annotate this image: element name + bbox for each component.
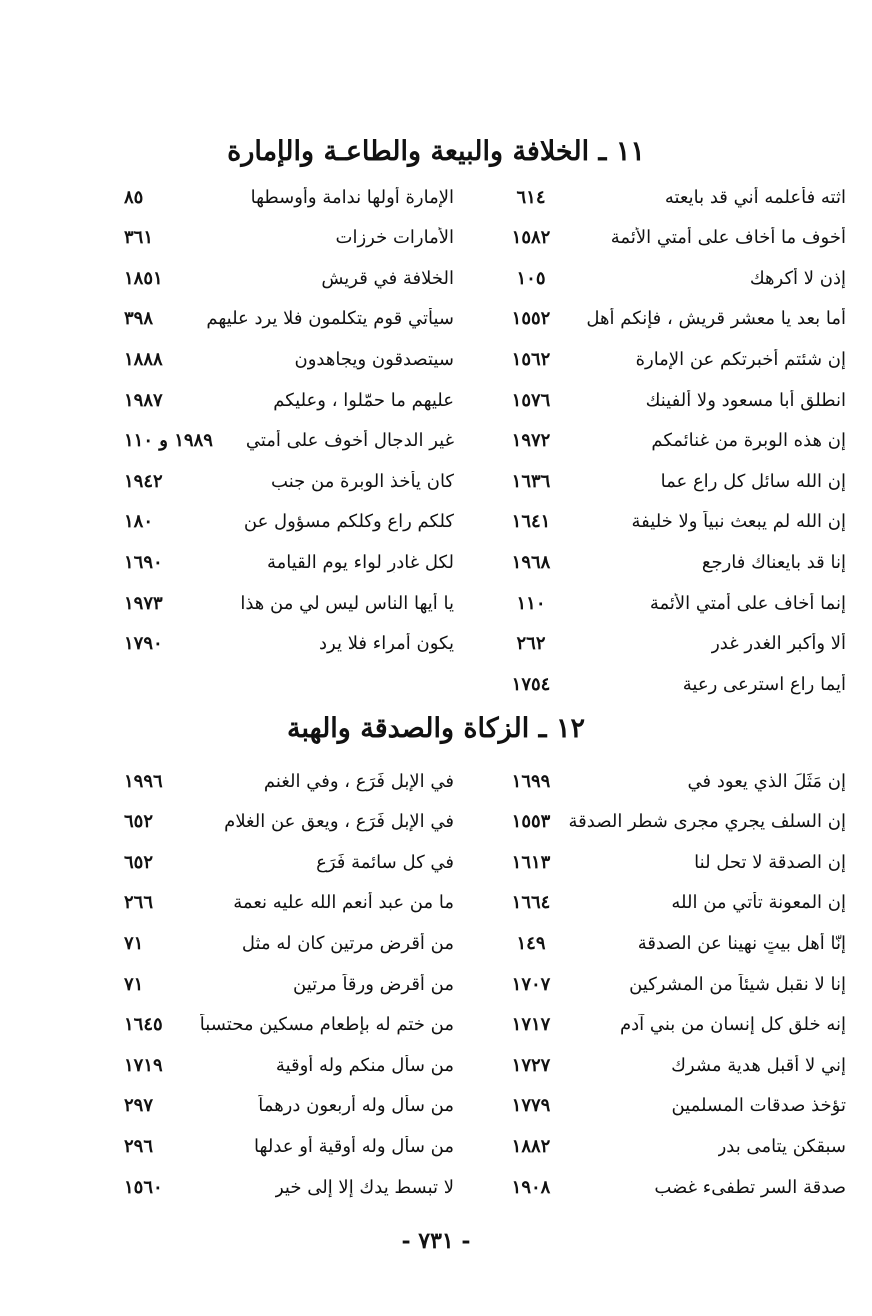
entry-text: الإمارة أولها ندامة وأوسطها (250, 186, 454, 208)
entry-number: ١٤٩ (516, 932, 546, 954)
entry-number: ١٥٧٦ (511, 389, 551, 411)
entry-text: أما بعد يا معشر قريش ، فإنكم أهل (586, 308, 846, 330)
index-entry (501, 1170, 846, 1204)
entry-number: ٨٥ (124, 186, 144, 208)
index-entry (124, 1048, 454, 1082)
entry-number: ١٧٢٧ (511, 1054, 551, 1076)
index-entry (124, 424, 454, 458)
entry-text: من سأل منكم وله أوقية (275, 1054, 454, 1076)
index-entry (501, 505, 846, 539)
index-entry (501, 845, 846, 879)
entry-number: ٣٦١ (124, 227, 154, 249)
entry-text: إنه خلق كل إنسان من بني آدم (619, 1014, 846, 1036)
index-entry (124, 886, 454, 920)
index-entry (501, 383, 846, 417)
index-entry (501, 586, 846, 620)
entry-text: الأمارات خرزات (335, 227, 454, 249)
index-entry (501, 464, 846, 498)
entry-text: اثته فأعلمه أني قد بايعته (664, 186, 846, 208)
entry-number: ٣٩٨ (124, 308, 154, 330)
index-entry (501, 805, 846, 839)
entry-text: انطلق أبا مسعود ولا ألفينك (645, 389, 846, 411)
index-entry (501, 1129, 846, 1163)
entry-number: ٦١٤ (516, 186, 546, 208)
entry-text: لا تبسط يدك إلا إلى خير (275, 1176, 454, 1198)
index-entry (124, 1089, 454, 1123)
entry-number: ١٥٥٣ (511, 811, 551, 833)
entry-text: في الإبل فَرَع ، ويعق عن الغلام (224, 811, 454, 833)
entry-text: أخوف ما أخاف على أمتي الأئمة (610, 227, 846, 249)
index-entry (501, 967, 846, 1001)
entry-number: ١٦٩٩ (511, 770, 551, 792)
entry-text: سيأتي قوم يتكلمون فلا يرد عليهم (206, 308, 454, 330)
index-entry (124, 221, 454, 255)
index-entry (501, 180, 846, 214)
index-entry (124, 261, 454, 295)
entry-number: ١٩٤٢ (124, 470, 163, 492)
entry-text: يا أيها الناس ليس لي من هذا (240, 592, 454, 614)
entry-text: صدقة السر تطفىء غضب (654, 1176, 846, 1198)
entry-text: في كل سائمة فَرَع (316, 851, 454, 873)
entry-number: ١٦٤١ (511, 511, 551, 533)
index-entry (501, 764, 846, 798)
entry-number: ١٩٨٩ و ١١٠ (124, 430, 213, 452)
entry-text: كلكم راعٍ وكلكم مسؤول عن (243, 511, 454, 533)
entry-text: إن الله لم يبعث نبياً ولا خليفة (631, 511, 846, 533)
entry-number: ١٨٨٨ (124, 348, 163, 370)
entry-text: من سأل وله أربعون درهماً (258, 1095, 454, 1117)
entry-number: ١٩٧٣ (124, 592, 163, 614)
entry-text: إنا لا نقبل شيئاً من المشركين (629, 973, 846, 995)
index-entry (124, 180, 454, 214)
index-entry (501, 1048, 846, 1082)
entry-number: ١٨٥١ (124, 267, 163, 289)
entry-text: ألا وأكبر الغدر غدر (711, 633, 846, 655)
index-entry (124, 845, 454, 879)
entry-number: ١٥٨٢ (511, 227, 551, 249)
index-entry (124, 464, 454, 498)
index-entry (501, 545, 846, 579)
index-entry (124, 302, 454, 336)
entry-text: في الإبل فَرَع ، وفي الغنم (263, 770, 454, 792)
index-entry (501, 424, 846, 458)
entry-number: ٦٥٢ (124, 811, 154, 833)
entry-number: ١١٠ (516, 592, 546, 614)
entry-number: ١٧٠٧ (511, 973, 551, 995)
entry-text: تؤخذ صدقات المسلمين (671, 1095, 846, 1117)
entry-number: ١٧٥٤ (511, 673, 551, 695)
index-entry (501, 1008, 846, 1042)
entry-number: ٧١ (124, 932, 144, 954)
entry-number: ١٠٥ (516, 267, 546, 289)
entry-number: ١٧١٩ (124, 1054, 163, 1076)
entry-number: ١٧٧٩ (511, 1095, 551, 1117)
entry-number: ١٥٥٢ (511, 308, 551, 330)
entry-number: ١٦٣٦ (511, 470, 551, 492)
entry-number: ١٦٦٤ (511, 892, 551, 914)
entry-text: إن الله سائل كل راع عما (660, 470, 846, 492)
entry-number: ١٥٦٢ (511, 348, 551, 370)
entry-number: ١٩٦٨ (511, 551, 551, 573)
entry-text: إني لا أقبل هدية مشرك (671, 1054, 846, 1076)
entry-text: غير الدجال أخوف على أمتي (245, 430, 454, 452)
index-entry (124, 545, 454, 579)
entry-text: من أقرض ورقاً مرتين (293, 973, 454, 995)
entry-number: ١٧١٧ (511, 1014, 551, 1036)
entry-number: ١٩٩٦ (124, 770, 163, 792)
index-entry (501, 627, 846, 661)
entry-text: من أقرض مرتين كان له مثل (241, 932, 454, 954)
entry-number: ٢٩٧ (124, 1095, 154, 1117)
index-entry (501, 1089, 846, 1123)
page-number: - ٧٣١ - (401, 1228, 471, 1254)
entry-number: ١٧٩٠ (124, 633, 163, 655)
index-entry (501, 261, 846, 295)
entry-text: إنا قد بايعناك فارجع (701, 551, 846, 573)
index-entry (501, 302, 846, 336)
index-entry (124, 342, 454, 376)
entry-number: ١٩٧٢ (511, 430, 551, 452)
entry-number: ١٥٦٠ (124, 1176, 163, 1198)
entry-text: أيما راعٍ استرعى رعية (682, 673, 846, 695)
entry-number: ١٨٨٢ (511, 1135, 551, 1157)
entry-number: ٧١ (124, 973, 144, 995)
entry-text: إنّا أهل بيتٍ نهينا عن الصدقة (637, 932, 846, 954)
index-entry (501, 221, 846, 255)
index-entry (124, 586, 454, 620)
entry-text: سيتصدقون ويجاهدون (294, 348, 454, 370)
entry-number: ٦٥٢ (124, 851, 154, 873)
entry-text: سبقكن يتامى بدر (717, 1135, 846, 1157)
index-entry (501, 342, 846, 376)
index-entry (124, 764, 454, 798)
entry-text: إذن لا أكرهك (749, 267, 846, 289)
entry-number: ١٩٠٨ (511, 1176, 551, 1198)
index-entry (124, 926, 454, 960)
index-entry (124, 383, 454, 417)
index-entry (501, 926, 846, 960)
index-entry (124, 1129, 454, 1163)
entry-text: عليهم ما حمّلوا ، وعليكم (273, 389, 454, 411)
entry-number: ١٨٠ (124, 511, 154, 533)
entry-text: إن شئتم أخبرتكم عن الإمارة (635, 348, 846, 370)
section-12-title: ١٢ ـ الزكاة والصدقة والهبة (287, 713, 585, 744)
entry-text: من ختم له بإطعام مسكين محتسباً (199, 1014, 454, 1036)
entry-number: ١٦١٣ (511, 851, 551, 873)
entry-number: ٢٦٦ (124, 892, 154, 914)
index-entry (124, 805, 454, 839)
entry-number: ١٦٤٥ (124, 1014, 163, 1036)
index-entry (124, 505, 454, 539)
index-entry (124, 627, 454, 661)
entry-number: ٢٦٢ (516, 633, 546, 655)
section-11-title: ١١ ـ الخلافة والبيعة والطاعـة والإمارة (227, 136, 645, 167)
index-entry (124, 1170, 454, 1204)
entry-text: إن الصدقة لا تحل لنا (694, 851, 846, 873)
index-entry (501, 886, 846, 920)
entry-text: لكل غادرٍ لواء يوم القيامة (266, 551, 454, 573)
entry-text: إن السلف يجري مجرى شطر الصدقة (568, 811, 846, 833)
entry-number: ٢٩٦ (124, 1135, 154, 1157)
entry-number: ١٩٨٧ (124, 389, 163, 411)
entry-text: كان يأخذ الوبرة من جنب (271, 470, 454, 492)
entry-text: من سأل وله أوقية أو عدلها (254, 1135, 454, 1157)
entry-text: يكون أمراء فلا يرد (319, 633, 454, 655)
index-entry (501, 667, 846, 701)
entry-text: إن المعونة تأتي من الله (671, 892, 846, 914)
entry-text: الخلافة في قريش (321, 267, 454, 289)
entry-text: إن مَثَلَ الذي يعود في (687, 770, 846, 792)
index-entry (124, 967, 454, 1001)
entry-text: ما من عبد أنعم الله عليه نعمة (233, 892, 454, 914)
entry-text: إن هذه الوبرة من غنائمكم (651, 430, 846, 452)
index-entry (124, 1008, 454, 1042)
entry-number: ١٦٩٠ (124, 551, 163, 573)
entry-text: إنما أخاف على أمتي الأئمة (649, 592, 846, 614)
